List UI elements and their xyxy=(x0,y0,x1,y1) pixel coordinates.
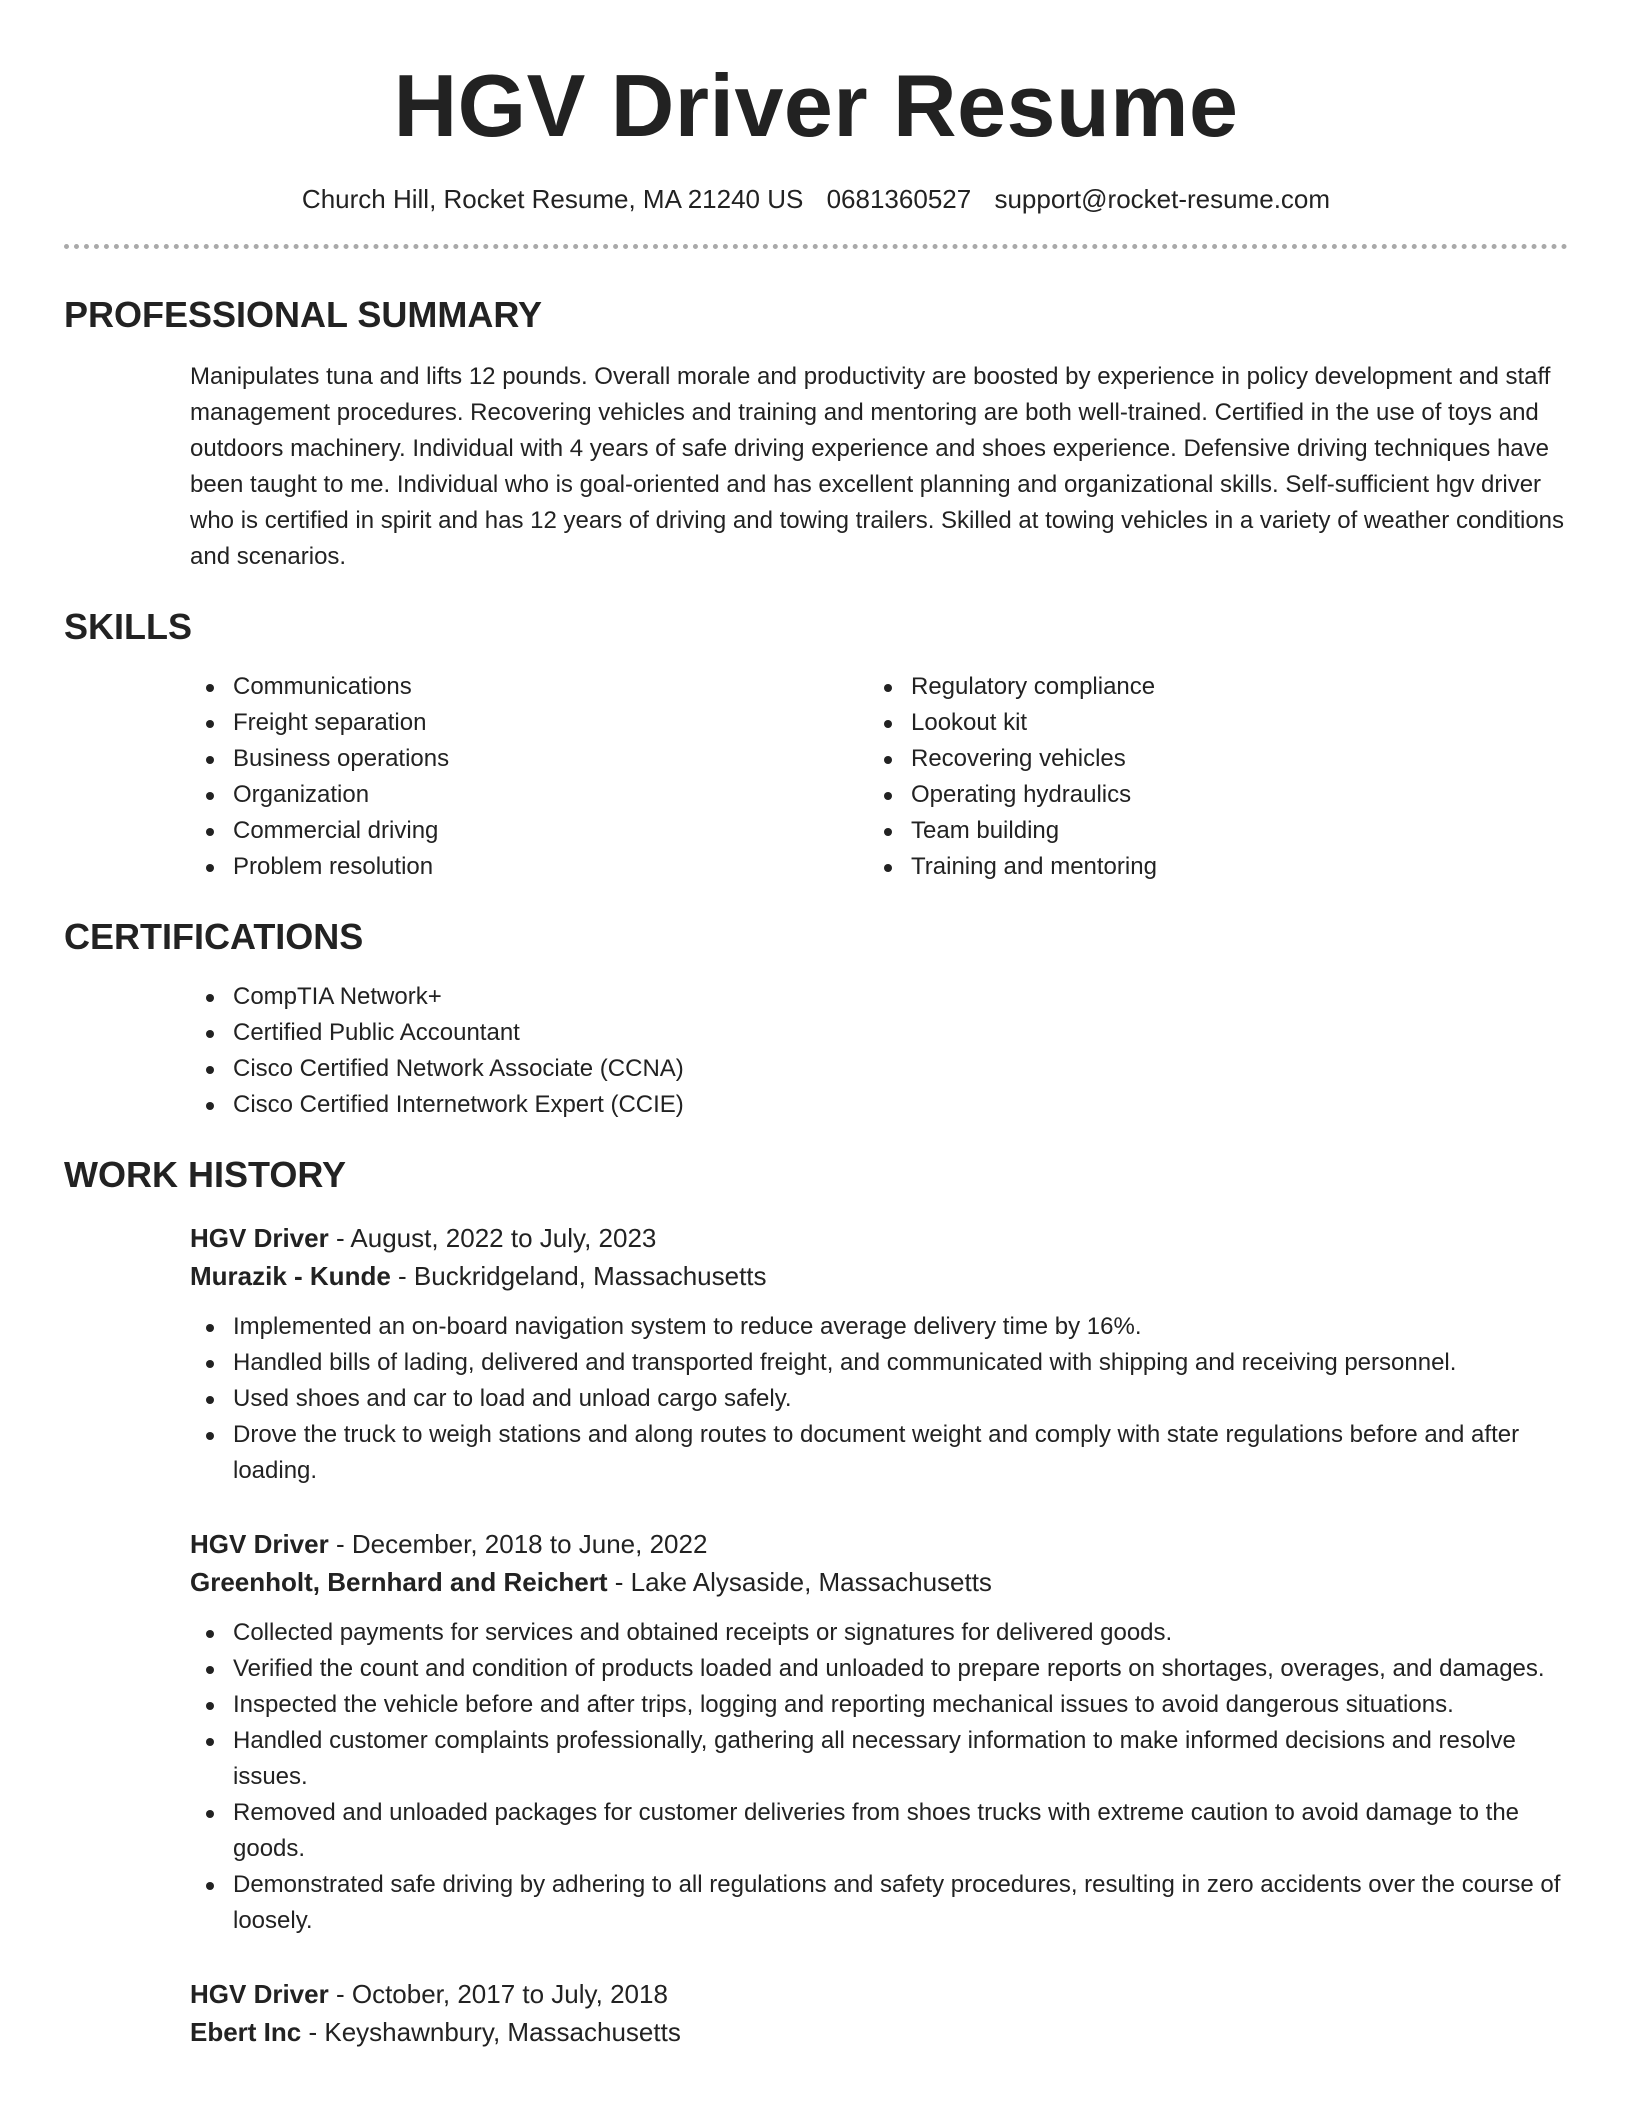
job-dates: - December, 2018 to June, 2022 xyxy=(328,1529,708,1559)
skill-item: Regulatory compliance xyxy=(911,669,1546,705)
job-company: Ebert Inc xyxy=(190,2017,302,2047)
skills-grid xyxy=(190,669,1568,885)
skill-item: Recovering vehicles xyxy=(911,741,1546,777)
professional-summary-text: Manipulates tuna and lifts 12 pounds. Overall morale and productivity are boosted by experience in policy development and staff management procedures. Recovering vehicles and training and mentoring are both well-trained. Certified in the use of toys and outdoors machinery. Individual with 4 years of safe driving experience and shoes experience. Defensive driving techniques have been taught to me. Individual who is goal-oriented and has excellent planning and organizational skills. Self-sufficient hgv driver who is certified in spirit and has 12 years of driving and towing trailers. Skilled at towing vehicles in a variety of weather conditions and scenarios. xyxy=(190,363,1565,570)
job-bullet: Handled customer complaints professionally, gathering all necessary information to make informed decisions and resolve issues. xyxy=(233,1723,1568,1795)
job-bullet: Used shoes and car to load and unload cargo safely. xyxy=(233,1381,1568,1417)
job-bullets xyxy=(190,1615,1568,1939)
skill-item: Operating hydraulics xyxy=(911,777,1546,813)
job-bullet: Implemented an on-board navigation system to reduce average delivery time by 16%. xyxy=(233,1309,1568,1345)
job-company-line xyxy=(190,1257,1568,1295)
contact-address: Church Hill, Rocket Resume, MA 21240 US xyxy=(301,184,804,214)
job-bullet: Demonstrated safe driving by adhering to all regulations and safety procedures, resulting in zero accidents over the course of loosely. xyxy=(233,1867,1568,1939)
job-dates: - October, 2017 to July, 2018 xyxy=(328,1979,668,2009)
certification-item: Cisco Certified Network Associate (CCNA) xyxy=(233,1051,1568,1087)
skill-item: Communications xyxy=(233,669,868,705)
job-role: HGV Driver xyxy=(190,1979,329,2009)
job-title-line xyxy=(190,1975,1568,2013)
skills-section xyxy=(64,605,1568,885)
skills-heading: SKILLS xyxy=(64,606,193,647)
job-role: HGV Driver xyxy=(190,1529,329,1559)
professional-summary-heading: PROFESSIONAL SUMMARY xyxy=(64,294,543,335)
job-location: - Lake Alysaside, Massachusetts xyxy=(607,1567,992,1597)
header-divider xyxy=(64,244,1568,249)
contact-email: support@rocket-resume.com xyxy=(994,184,1331,214)
skill-item: Training and mentoring xyxy=(911,849,1546,885)
job-entry xyxy=(190,1525,1568,1939)
certification-item: Certified Public Accountant xyxy=(233,1015,1568,1051)
job-company: Greenholt, Bernhard and Reichert xyxy=(190,1567,608,1597)
job-location: - Buckridgeland, Massachusetts xyxy=(390,1261,767,1291)
work-history-heading: WORK HISTORY xyxy=(64,1154,347,1195)
job-bullet: Removed and unloaded packages for customer deliveries from shoes trucks with extreme caution to avoid damage to the goods. xyxy=(233,1795,1568,1867)
job-dates: - August, 2022 to July, 2023 xyxy=(328,1223,657,1253)
skill-item: Organization xyxy=(233,777,868,813)
job-bullet: Verified the count and condition of products loaded and unloaded to prepare reports on shortages, overages, and damages. xyxy=(233,1651,1568,1687)
skill-item: Commercial driving xyxy=(233,813,868,849)
skill-item: Team building xyxy=(911,813,1546,849)
contact-phone: 0681360527 xyxy=(826,184,972,214)
work-history-section xyxy=(64,1153,1568,2051)
skill-item: Business operations xyxy=(233,741,868,777)
skill-item: Freight separation xyxy=(233,705,868,741)
job-role: HGV Driver xyxy=(190,1223,329,1253)
certification-item: CompTIA Network+ xyxy=(233,979,1568,1015)
job-company: Murazik - Kunde xyxy=(190,1261,391,1291)
resume-title: HGV Driver Resume xyxy=(393,56,1239,155)
job-bullet: Inspected the vehicle before and after trips, logging and reporting mechanical issues to avoid dangerous situations. xyxy=(233,1687,1568,1723)
job-bullets xyxy=(190,1309,1568,1489)
job-company-line xyxy=(190,2013,1568,2051)
skills-list-left xyxy=(190,669,868,885)
job-title-line xyxy=(190,1219,1568,1257)
skill-item: Problem resolution xyxy=(233,849,868,885)
job-company-line xyxy=(190,1563,1568,1601)
job-bullet: Handled bills of lading, delivered and transported freight, and communicated with shipping and receiving personnel. xyxy=(233,1345,1568,1381)
certifications-heading: CERTIFICATIONS xyxy=(64,916,364,957)
job-title-line xyxy=(190,1525,1568,1563)
job-location: - Keyshawnbury, Massachusetts xyxy=(301,2017,681,2047)
skills-list-right xyxy=(868,669,1546,885)
resume-header xyxy=(64,0,1568,216)
certifications-list xyxy=(190,979,1568,1123)
job-entry xyxy=(190,1975,1568,2051)
job-bullet: Collected payments for services and obtained receipts or signatures for delivered goods. xyxy=(233,1615,1568,1651)
certifications-section xyxy=(64,915,1568,1123)
job-entry xyxy=(190,1219,1568,1489)
contact-line xyxy=(64,182,1568,216)
skill-item: Lookout kit xyxy=(911,705,1546,741)
professional-summary-section xyxy=(64,293,1568,575)
certification-item: Cisco Certified Internetwork Expert (CCIE) xyxy=(233,1087,1568,1123)
job-bullet: Drove the truck to weigh stations and along routes to document weight and comply with state regulations before and after loading. xyxy=(233,1417,1568,1489)
